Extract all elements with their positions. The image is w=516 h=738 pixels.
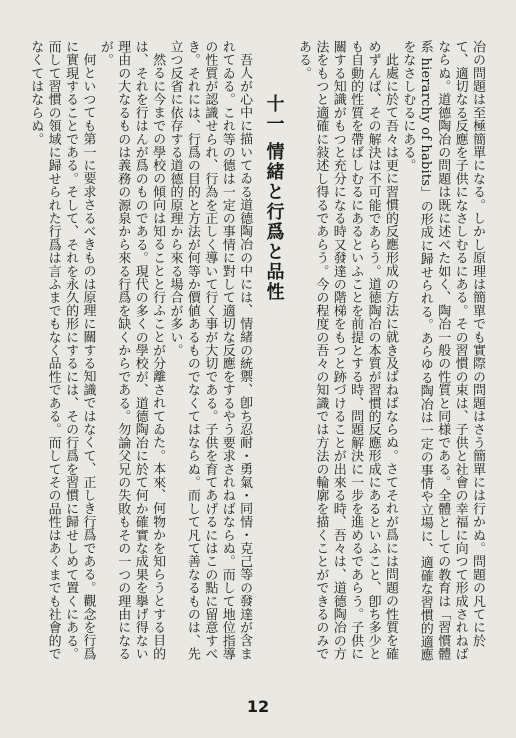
- paragraph: 何といつても第一に要求さるべきものは原理に關する知識ではなくて、正しき行爲である。觀念を行爲に實現することである。そして、それを永久的形にするには、その行爲を習慣に歸せしめて置くにある。而して習慣の領域に歸せられた行爲は言ふまでもなく品性である。而してその品性はあくまでも社會的でなくてはならぬ。: [28, 40, 96, 661]
- paragraph: 然るに今までの學校の傾向は知ることと行ふことが分離されてゐた。本來、何物かを知らうとする目的は、それを行はんが爲のものである。現代の多くの學校が、道德陶冶に於て何か確實な成果を擧げ得ない理由の大なるものは義務の源泉から來る行爲を缺くからである。勿論父兄の失敗もその一つの理由になるが。: [97, 40, 166, 661]
- paragraph: 此處に於て吾々は更に習慣的反應形成の方法に就き及ばねばならぬ。さてそれが爲には問題の性質を確めずんば、その解決は不可能であらう。道徳陶冶の本質が習慣的反應形成にあるといふこと、卽ち多少とも自動的性質を帶ばしむるにあるといふことを前提とする時、問題解決に一步を進めるであらう。子供に關する知識がもつと充分になる時又發達の階梯をもつと跡づけることが出來る時、吾々は、道德陶冶の方法をもつと適確に敍述し得るであらう。今の程度の吾々の知識では方法の輪廓を描くことができるのみである。: [295, 40, 398, 661]
- section-number: 十一: [263, 94, 285, 134]
- section-heading: [263, 40, 285, 668]
- vertical-text-body: [26, 40, 486, 668]
- page-number: 12: [246, 697, 270, 716]
- paragraph: 吾人が心中に描いてゐる道德陶冶の中には、情緒の統禦、卽ち忍耐・勇氣・同情・克己等の發達が含まれてゐる。これ等の德は一定の事情に對して適切な反應をするやう要求されねばならぬ。而して地位指導の性質が認識せられ、行為を正しく導いて行く事が大切である。子供を育てあげるにはこの點に留意すべき。それには、行爲の目的と方法が何等か價値あるものでなくてはならぬ。而して凡て善なるものは、先立つ反省に依存する道德的原理から來る場合が多い。: [167, 40, 253, 661]
- paragraph: 冶の問題は至極簡單になる。しかし原理は簡單でも實際の問題はさう簡單には行かぬ。問題の凡てに於て、適切なる反應を子供になさしむるにある。その習慣の束は、子供と社會の幸福に向つて形成されねばならぬ。道德陶冶の問題は既に述べた如く、陶冶一般の性質と同様である。全體としての教育は「習慣體系 hierarchy of habits」の形成に歸せられる。あらゆる陶冶は一定の事情や立場に、適確な習慣的適應をなさしむるにある。: [400, 40, 485, 662]
- section-title: 情緒と行爲と品性: [263, 142, 285, 303]
